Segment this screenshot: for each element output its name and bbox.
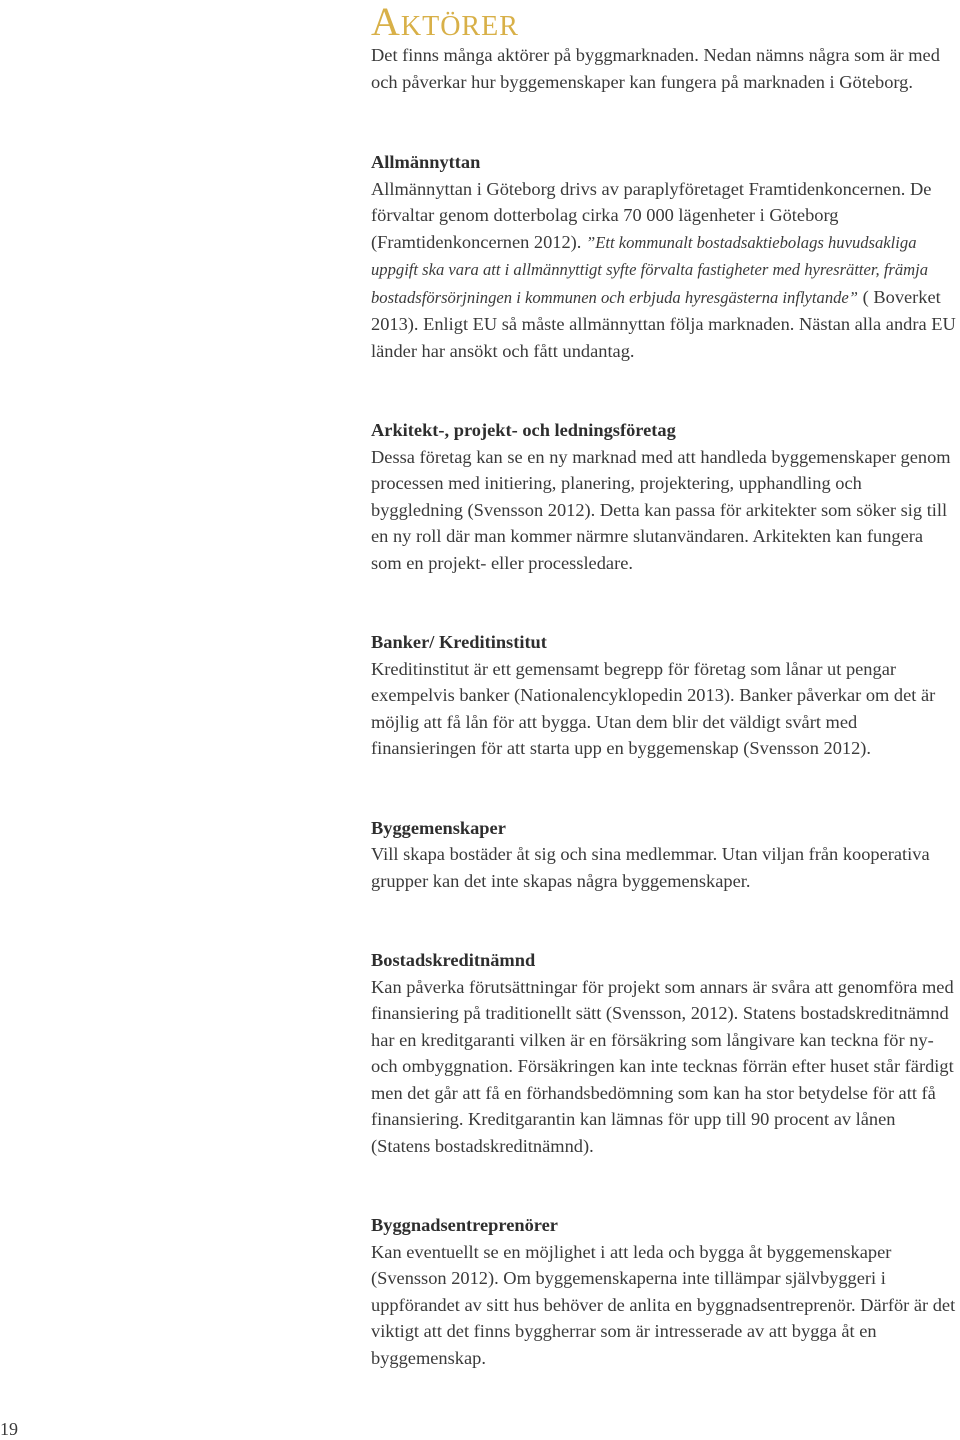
section-heading: Allmännyttan [371, 152, 481, 172]
body-text: Allmännyttan i Göteborg drivs av paraplyföretaget Framtidenkoncernen. De förvaltar genom dotterbolag cirka 70 000 lägenheter i Göteborg (Framtidenkoncernen 2012). [371, 178, 932, 252]
page-title: Aktörer [371, 0, 519, 44]
quote-text: ”Ett kommunalt bostadsaktiebolags huvudsakliga uppgift ska vara att i allmännyttigt syfte förvalta fastigheter med hyresrätter, främja bostadsförsörjningen i kommunen och erbjuda hyresgästerna inflytande” [371, 232, 929, 307]
section-byggnadsentreprenorer [371, 1212, 956, 1371]
section-banker [371, 629, 956, 762]
section-body [371, 176, 956, 365]
body-text: ( Boverket 2013). Enligt EU så måste allmännyttan följa marknaden. Nästan alla andra EU länder har ansökt och fått undantag. [371, 286, 956, 361]
section-body: Kan påverka förutsättningar för projekt som annars är svåra att genomföra med finansiering på traditionellt sätt (Svensson, 2012). Statens bostadskreditnämnd har en kreditgaranti vilken är en försäkring som långivare kan teckna för ny- och ombyggnation. Försäkringen kan inte tecknas förrän efter huset står färdigt men det går att få en förhandsbedömning som kan ha stor betydelse för att få finansiering. Kreditgarantin kan lämnas för upp till 90 procent av lånen (Statens bostadskreditnämnd). [371, 976, 954, 1156]
section-heading: Arkitekt-, projekt- och ledningsföretag [371, 420, 676, 440]
section-body: Dessa företag kan se en ny marknad med att handleda byggemenskaper genom processen med initiering, planering, projektering, upphandling och byggledning (Svensson 2012). Detta kan passa för arkitekter som söker sig till en ny roll där man kommer närmre slutanvändaren. Arkitekten kan fungera som en projekt- eller processledare. [371, 446, 951, 573]
section-byggemenskaper [371, 815, 956, 895]
section-body: Kan eventuellt se en möjlighet i att leda och bygga åt byggemenskaper (Svensson 2012). Om byggemenskaperna inte tillämpar självbyggeri i uppförandet av sitt hus behöver de anlita en byggnadsentreprenör. Därför är det viktigt att det finns byggherrar som är intresserade av att bygga åt en byggemenskap. [371, 1241, 956, 1368]
section-bostadskreditnamnd [371, 947, 956, 1159]
section-heading: Banker/ Kreditinstitut [371, 632, 547, 652]
section-heading: Byggemenskaper [371, 817, 506, 838]
section-body: Vill skapa bostäder åt sig och sina medlemmar. Utan viljan från kooperativa grupper kan det inte skapas några byggemenskaper. [371, 844, 930, 891]
section-allmannyttan [371, 149, 956, 364]
section-heading: Bostadskreditnämnd [371, 950, 536, 970]
page-number: 19 [0, 1419, 18, 1439]
section-body: Kreditinstitut är ett gemensamt begrepp för företag som lånar ut pengar exempelvis banker (Nationalencyklopedin 2013). Banker påverkar om det är möjlig att få lån för att bygga. Utan dem blir det väldigt svårt med finansieringen för att starta upp en byggemenskap (Svensson 2012). [371, 658, 936, 758]
document-page [371, 0, 956, 1371]
intro-paragraph: Det finns många aktörer på byggmarknaden. Nedan nämns några som är med och påverkar hur byggemenskaper kan fungera på marknaden i Göteborg. [371, 45, 940, 92]
section-arkitekt [371, 417, 956, 576]
section-heading: Byggnadsentreprenörer [371, 1215, 558, 1235]
